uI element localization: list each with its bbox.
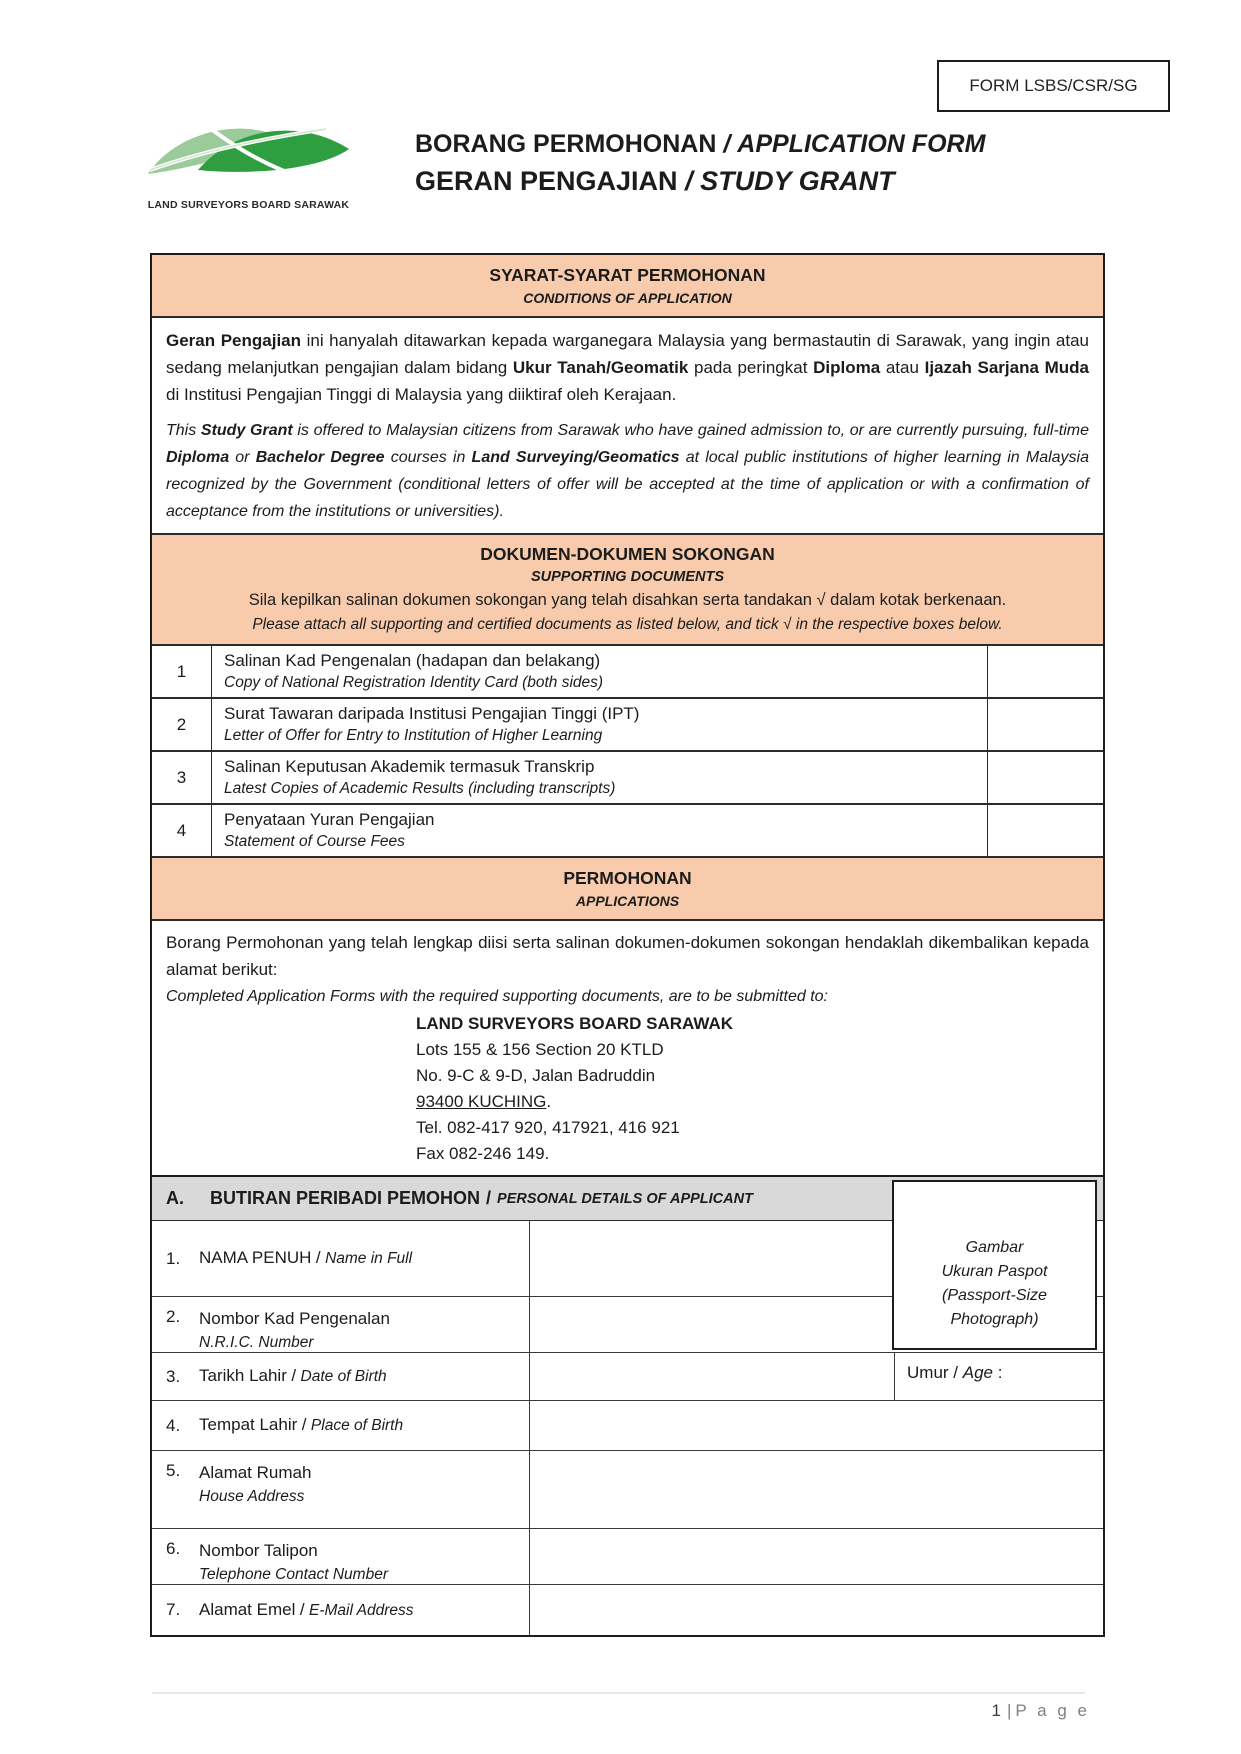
field-number: 6.: [166, 1539, 181, 1558]
conditions-heading-english: CONDITIONS OF APPLICATION: [523, 290, 732, 306]
main-info-table: [150, 253, 1105, 1179]
date-of-birth-input-cell[interactable]: [530, 1353, 895, 1400]
field-label-date-of-birth: 3. Tarikh Lahir / Date of Birth: [152, 1353, 530, 1400]
address-fax: Fax 082-246 149.: [416, 1144, 550, 1163]
applications-heading-english: APPLICATIONS: [575, 893, 680, 909]
applications-paragraph-english: Completed Application Forms with the required supporting documents, are to be submitted to:: [166, 988, 828, 1005]
form-code-box: [937, 60, 1170, 112]
tick-checkbox-row-3[interactable]: [987, 752, 1103, 803]
submission-address: [416, 1011, 1089, 1167]
table-row: [152, 1529, 1103, 1585]
address-organization: LAND SURVEYORS BOARD SARAWAK: [416, 1014, 734, 1033]
conditions-paragraph-malay: Geran Pengajian ini hanyalah ditawarkan kepada warganegara Malaysia yang bermastautin di Sarawak, yang ingin atau sedang melanjutkan pengajian dalam bidang Ukur Tanah/Geomatik pada peringkat Diploma atau Ijazah Sarjana Muda di Institusi Pengajian Tinggi di Malaysia yang diiktiraf oleh Kerajaan.: [166, 331, 1089, 404]
photo-box-line-2: Ukuran Paspot: [941, 1263, 1048, 1280]
supporting-documents-header: [152, 535, 1103, 646]
document-title-malay: Penyataan Yuran Pengajian: [224, 810, 435, 829]
field-label-place-of-birth: 4. Tempat Lahir / Place of Birth: [152, 1401, 530, 1450]
field-label-full-name: 1. NAMA PENUH / Name in Full: [152, 1221, 530, 1296]
table-row: [152, 646, 1103, 699]
conditions-header: [152, 255, 1103, 318]
field-number: 5.: [166, 1461, 181, 1480]
document-row-description: [212, 699, 987, 750]
age-label-malay: Umur /: [907, 1363, 958, 1382]
subtitle-separator: /: [685, 166, 693, 196]
section-a-heading-separator: /: [486, 1188, 492, 1208]
table-row: [152, 1451, 1103, 1529]
document-title-english: Copy of National Registration Identity Card (both sides): [224, 674, 604, 691]
title-line-2: [415, 161, 985, 201]
conditions-body: [152, 318, 1103, 535]
conditions-heading-malay: SYARAT-SYARAT PERMOHONAN: [489, 265, 766, 285]
field-number: 4.: [166, 1415, 181, 1435]
address-line-2: No. 9-C & 9-D, Jalan Badruddin: [416, 1066, 656, 1085]
field-number: 3.: [166, 1366, 181, 1386]
conditions-paragraph-english: This Study Grant is offered to Malaysian citizens from Sarawak who have gained admission to, or are currently pursuing, full-time Diploma or Bachelor Degree courses in Land Surveying/Geomatics at local public institutions of higher learning in Malaysia recognized by the Government (conditional letters of offer will be accepted at the time of application or with a confirmation of acceptance from the institutions or universities).: [166, 422, 1090, 520]
applications-paragraph-malay: Borang Permohonan yang telah lengkap diisi serta salinan dokumen-dokumen sokongan hendaklah dikembalikan kepada alamat berikut:: [166, 933, 1089, 979]
documents-instruction-english: Please attach all supporting and certified documents as listed below, and tick √ in the respective boxes below.: [252, 616, 1003, 633]
title-separator: /: [723, 130, 731, 158]
tick-checkbox-row-4[interactable]: [987, 805, 1103, 856]
field-label-house-address: 5. Alamat Rumah House Address: [152, 1451, 530, 1528]
table-row: [152, 1401, 1103, 1451]
footer-divider: [152, 1692, 1085, 1694]
tick-checkbox-row-1[interactable]: [987, 646, 1103, 697]
documents-heading-malay: DOKUMEN-DOKUMEN SOKONGAN: [480, 544, 775, 564]
table-row: [152, 752, 1103, 805]
house-address-input-cell[interactable]: [530, 1451, 1103, 1528]
document-title-malay: Surat Tawaran daripada Institusi Pengajian Tinggi (IPT): [224, 704, 640, 723]
table-row: [152, 699, 1103, 752]
document-title-malay: Salinan Keputusan Akademik termasuk Transkrip: [224, 757, 595, 776]
document-title-english: Statement of Course Fees: [224, 833, 405, 850]
tick-checkbox-row-2[interactable]: [987, 699, 1103, 750]
field-number: 2.: [166, 1307, 181, 1326]
documents-instruction-malay: Sila kepilkan salinan dokumen sokongan yang telah disahkan serta tandakan √ dalam kotak berkenaan.: [248, 591, 1007, 609]
photo-box-line-4: Photograph): [950, 1311, 1039, 1328]
section-a-heading-english: PERSONAL DETAILS OF APPLICANT: [497, 1190, 753, 1207]
field-number: 7.: [166, 1600, 181, 1619]
document-title-english: Latest Copies of Academic Results (including transcripts): [224, 780, 616, 797]
photo-box-line-3: (Passport-Size: [942, 1287, 1047, 1304]
table-row: [152, 1353, 1103, 1401]
lsbs-logo: [146, 112, 351, 211]
form-code-text: FORM LSBS/CSR/SG: [969, 76, 1138, 95]
photo-box-line-1: Gambar: [965, 1239, 1024, 1256]
address-city: 93400 KUCHING.: [416, 1092, 552, 1111]
title-english: APPLICATION FORM: [737, 130, 986, 158]
subtitle-malay: GERAN PENGAJIAN: [415, 166, 678, 196]
address-line-1: Lots 155 & 156 Section 20 KTLD: [416, 1040, 664, 1059]
document-row-number: 1: [152, 646, 212, 697]
telephone-input-cell[interactable]: [530, 1529, 1103, 1584]
address-telephone: Tel. 082-417 920, 417921, 416 921: [416, 1118, 680, 1137]
table-row: [152, 805, 1103, 858]
documents-heading-english: SUPPORTING DOCUMENTS: [530, 569, 725, 585]
document-row-number: 4: [152, 805, 212, 856]
field-label-telephone: 6. Nombor Talipon Telephone Contact Number: [152, 1529, 530, 1584]
lsbs-logo-graphic: [146, 112, 351, 192]
page-number-label: P a g e: [1015, 1701, 1090, 1720]
page-number-separator: |: [1007, 1701, 1012, 1720]
age-input-cell[interactable]: [895, 1353, 1103, 1400]
age-label-colon: :: [997, 1363, 1003, 1382]
place-of-birth-input-cell[interactable]: [530, 1401, 1103, 1450]
document-row-number: 2: [152, 699, 212, 750]
applications-header: [152, 858, 1103, 921]
document-row-description: [212, 805, 987, 856]
logo-caption: LAND SURVEYORS BOARD SARAWAK: [147, 199, 350, 211]
applications-heading-malay: PERMOHONAN: [563, 868, 692, 888]
page-number-value: 1: [991, 1701, 1003, 1720]
title-line-1: [415, 127, 985, 161]
title-malay: BORANG PERMOHONAN: [415, 130, 717, 158]
email-input-cell[interactable]: [530, 1585, 1103, 1635]
applications-body: [152, 921, 1103, 1177]
document-title-english: Letter of Offer for Entry to Institution of Higher Learning: [224, 727, 603, 744]
page-title: [415, 127, 985, 201]
age-label-english: Age: [962, 1363, 993, 1382]
field-label-nric: 2. Nombor Kad Pengenalan N.R.I.C. Number: [152, 1297, 530, 1352]
document-title-malay: Salinan Kad Pengenalan (hadapan dan belakang): [224, 651, 601, 670]
field-number: 1.: [166, 1248, 181, 1268]
passport-photo-box: [892, 1180, 1097, 1350]
section-a-heading-malay: BUTIRAN PERIBADI PEMOHON: [210, 1188, 481, 1208]
table-row: [152, 1585, 1103, 1635]
section-a-label: A.: [166, 1188, 184, 1208]
document-row-description: [212, 646, 987, 697]
document-row-description: [212, 752, 987, 803]
subtitle-english: STUDY GRANT: [700, 166, 895, 196]
document-row-number: 3: [152, 752, 212, 803]
page-number: [992, 1701, 1090, 1721]
field-label-email: 7. Alamat Emel / E-Mail Address: [152, 1585, 530, 1635]
